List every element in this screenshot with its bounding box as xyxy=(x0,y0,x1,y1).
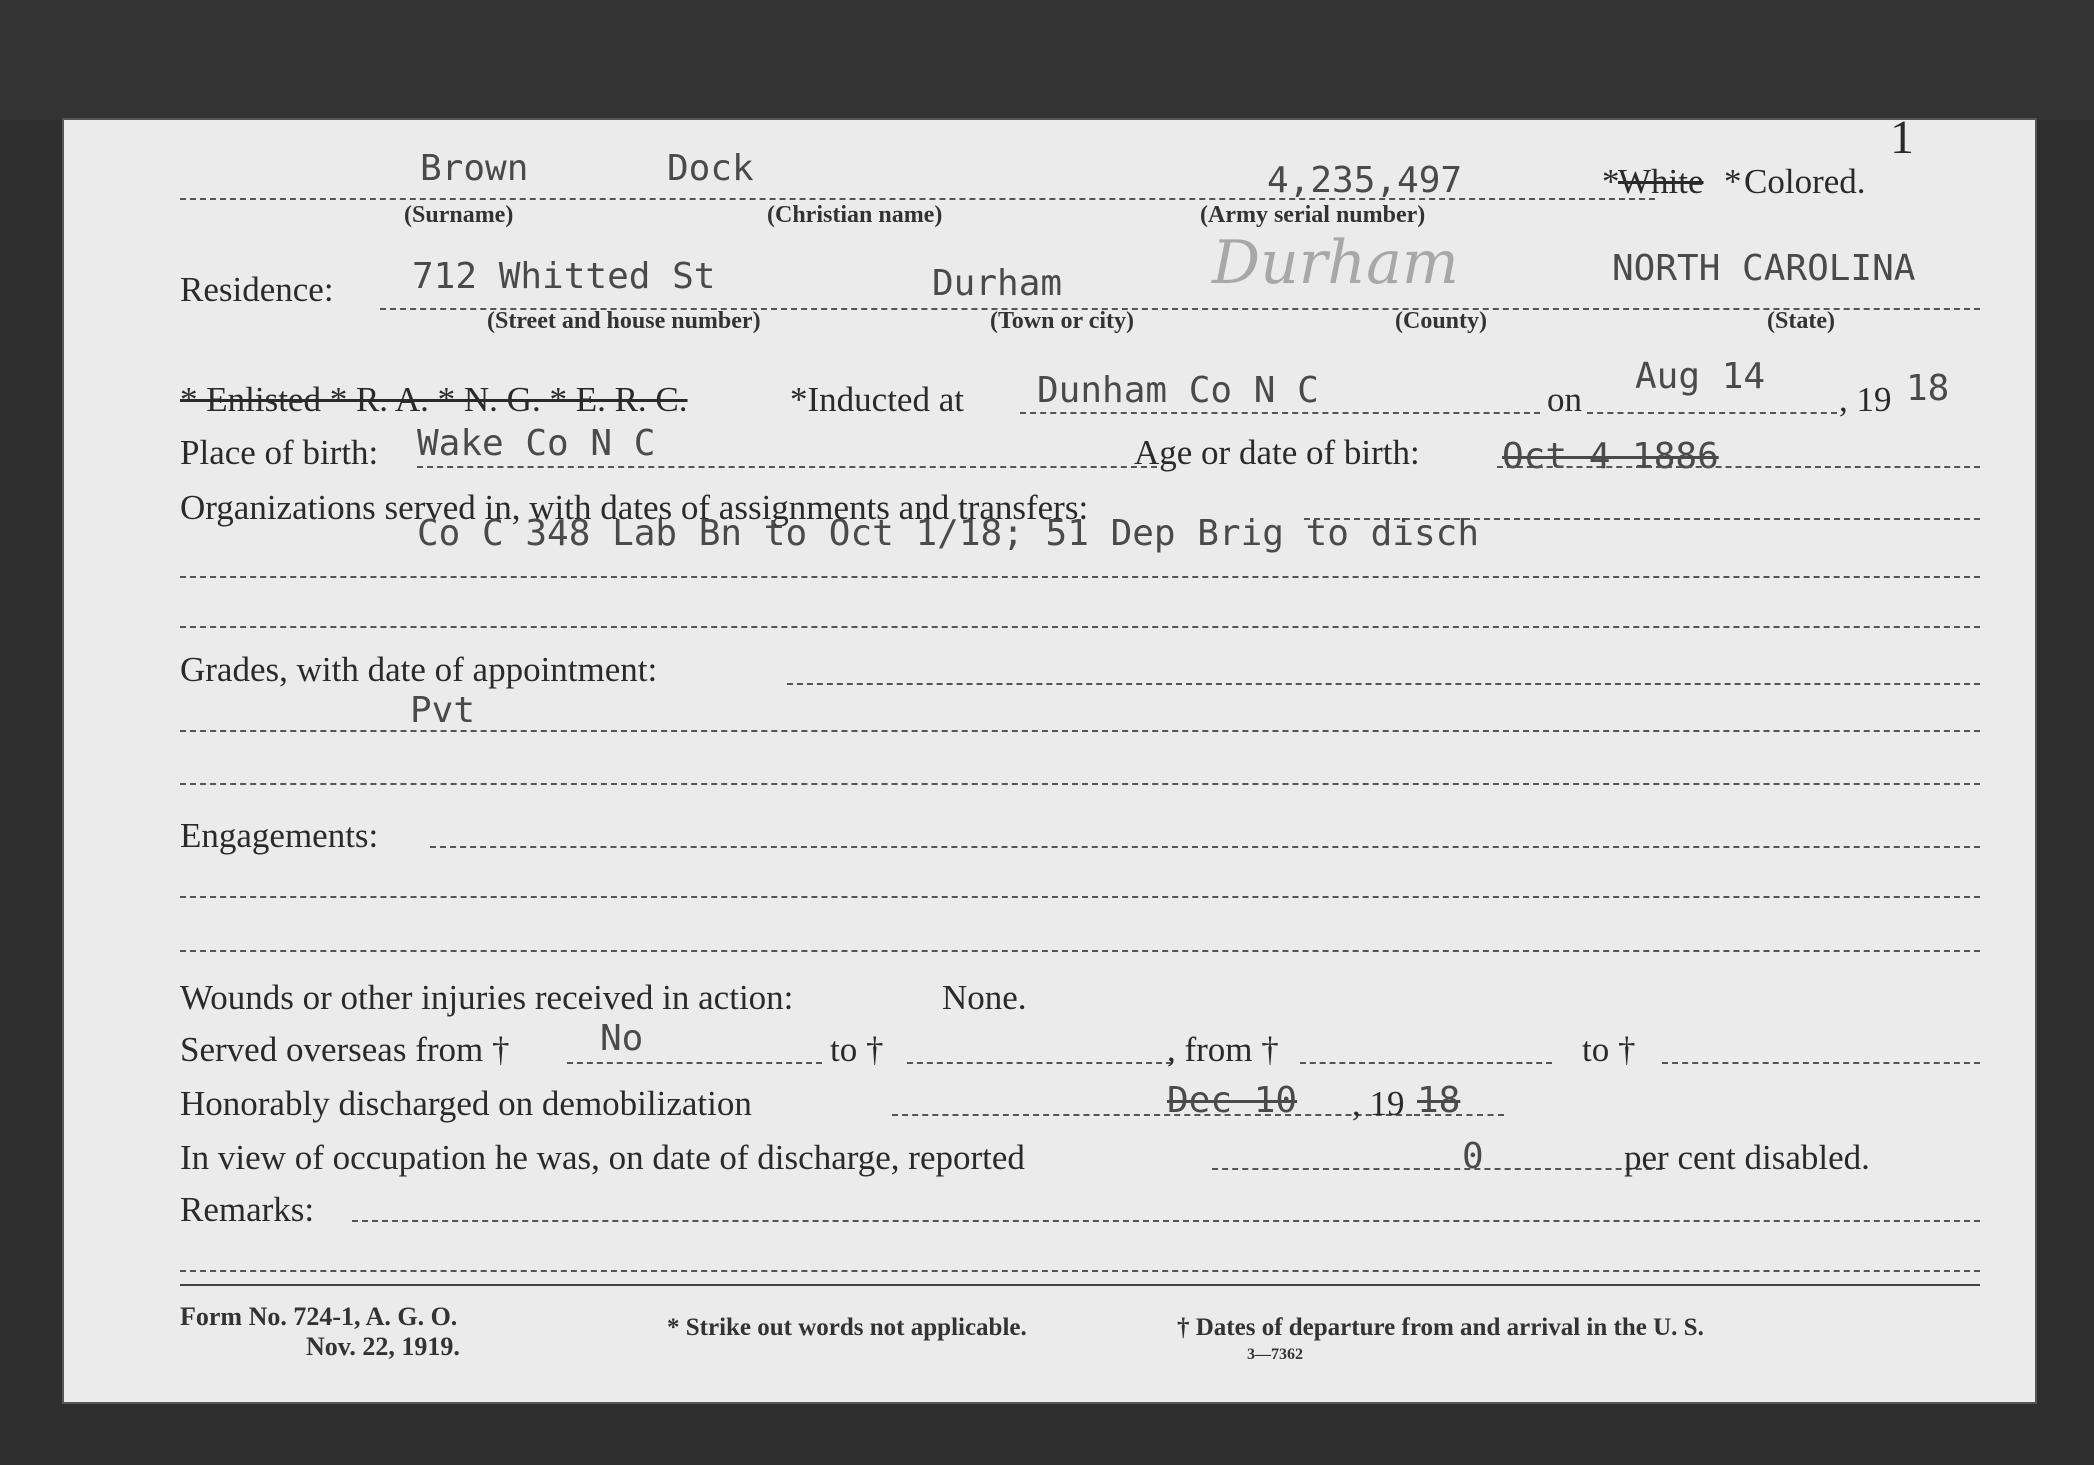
grades-line-3 xyxy=(180,783,1980,785)
disability-label: In view of occupation he was, on date of discharge, reported xyxy=(180,1138,1025,1177)
discharge-date-value: Dec 10 xyxy=(1167,1080,1298,1121)
caption-surname: (Surname) xyxy=(404,202,514,228)
footer-rule xyxy=(180,1284,1980,1286)
footnote-strike: * Strike out words not applicable. xyxy=(667,1314,1027,1341)
serial-number-value: 4,235,497 xyxy=(1267,160,1463,201)
christian-name-value: Dock xyxy=(667,148,754,189)
race-white-struck: White xyxy=(1618,162,1704,201)
overseas-from-line xyxy=(567,1062,822,1064)
corner-mark: 1 xyxy=(1890,111,1914,164)
birth-place-line xyxy=(417,466,1157,468)
grades-line-1 xyxy=(787,683,1980,685)
form-date: Nov. 22, 1919. xyxy=(306,1332,460,1361)
caption-town: (Town or city) xyxy=(990,308,1134,334)
form-number: Form No. 724-1, A. G. O. xyxy=(180,1302,458,1331)
overseas-to2-line xyxy=(1662,1062,1980,1064)
discharge-label: Honorably discharged on demobilization xyxy=(180,1084,752,1123)
organizations-line-3 xyxy=(180,626,1980,628)
disability-line xyxy=(1212,1168,1662,1170)
wounds-value: None. xyxy=(942,978,1027,1017)
caption-serial-number: (Army serial number) xyxy=(1200,202,1426,228)
town-value: Durham xyxy=(932,263,1063,304)
remarks-line-1 xyxy=(352,1220,1980,1222)
birth-date-value: Oct 4 1886 xyxy=(1502,436,1719,477)
enlistment-struck-options: * Enlisted * R. A. * N. G. * E. R. C. xyxy=(180,380,688,419)
street-value: 712 Whitted St xyxy=(412,256,716,297)
disability-suffix: per cent disabled. xyxy=(1624,1138,1870,1177)
overseas-from2-line xyxy=(1300,1062,1552,1064)
overseas-to-line xyxy=(907,1062,1172,1064)
caption-christian-name: (Christian name) xyxy=(767,202,943,228)
induction-year-prefix: , 19 xyxy=(1839,380,1892,419)
induction-date-line xyxy=(1587,412,1837,414)
remarks-label: Remarks: xyxy=(180,1190,315,1229)
on-label: on xyxy=(1547,380,1582,419)
induction-date-value: Aug 14 xyxy=(1635,356,1766,397)
engagements-line-1 xyxy=(430,846,1980,848)
organizations-value: Co C 348 Lab Bn to Oct 1/18; 51 Dep Brig to disch xyxy=(417,513,1480,554)
engagements-label: Engagements: xyxy=(180,816,379,855)
discharge-year-suffix: 18 xyxy=(1417,1080,1461,1121)
induction-year-suffix: 18 xyxy=(1906,368,1950,409)
discharge-line xyxy=(892,1114,1412,1116)
discharge-year-prefix: , 19 xyxy=(1352,1084,1405,1123)
surname-value: Brown xyxy=(420,148,529,189)
overseas-label: Served overseas from † xyxy=(180,1030,510,1069)
birth-date-label: Age or date of birth: xyxy=(1134,433,1420,472)
overseas-to-label: to † xyxy=(830,1030,884,1069)
discharge-year-line xyxy=(1414,1114,1504,1116)
residence-label: Residence: xyxy=(180,270,334,309)
state-value: NORTH CAROLINA xyxy=(1612,248,1916,289)
grades-line-2 xyxy=(180,730,1980,732)
inducted-line xyxy=(1020,412,1540,414)
overseas-from2-label: , from † xyxy=(1167,1030,1279,1069)
service-record-card xyxy=(62,111,2037,1404)
engagements-line-3 xyxy=(180,950,1980,952)
birth-place-label: Place of birth: xyxy=(180,433,379,472)
grades-value: Pvt xyxy=(410,690,476,731)
overseas-to2-label: to † xyxy=(1582,1030,1636,1069)
inducted-label: *Inducted at xyxy=(790,380,964,419)
overseas-from-value: No xyxy=(600,1018,644,1059)
caption-county: (County) xyxy=(1395,308,1488,334)
caption-state: (State) xyxy=(1767,308,1835,334)
wounds-label: Wounds or other injuries received in action: xyxy=(180,978,794,1017)
inducted-place-value: Dunham Co N C xyxy=(1037,370,1319,411)
print-code: 3—7362 xyxy=(1247,1346,1303,1363)
engagements-line-2 xyxy=(180,896,1980,898)
caption-street: (Street and house number) xyxy=(487,308,761,334)
organizations-line-2 xyxy=(180,576,1980,578)
remarks-line-2 xyxy=(180,1270,1980,1272)
grades-label: Grades, with date of appointment: xyxy=(180,650,658,689)
birth-date-line xyxy=(1497,466,1980,468)
scan-border xyxy=(0,0,2094,120)
race-colored: Colored. xyxy=(1744,162,1866,201)
birth-place-value: Wake Co N C xyxy=(417,423,656,464)
disability-value: 0 xyxy=(1462,1136,1484,1177)
name-line xyxy=(180,198,1655,200)
race-mid: * xyxy=(1724,162,1742,201)
organizations-label: Organizations served in, with dates of assignments and transfers: xyxy=(180,488,1089,527)
race-prefix: * xyxy=(1602,162,1620,201)
county-handwritten: Durham xyxy=(1212,228,1459,298)
footnote-dates: † Dates of departure from and arrival in the U. S. xyxy=(1177,1314,1704,1341)
